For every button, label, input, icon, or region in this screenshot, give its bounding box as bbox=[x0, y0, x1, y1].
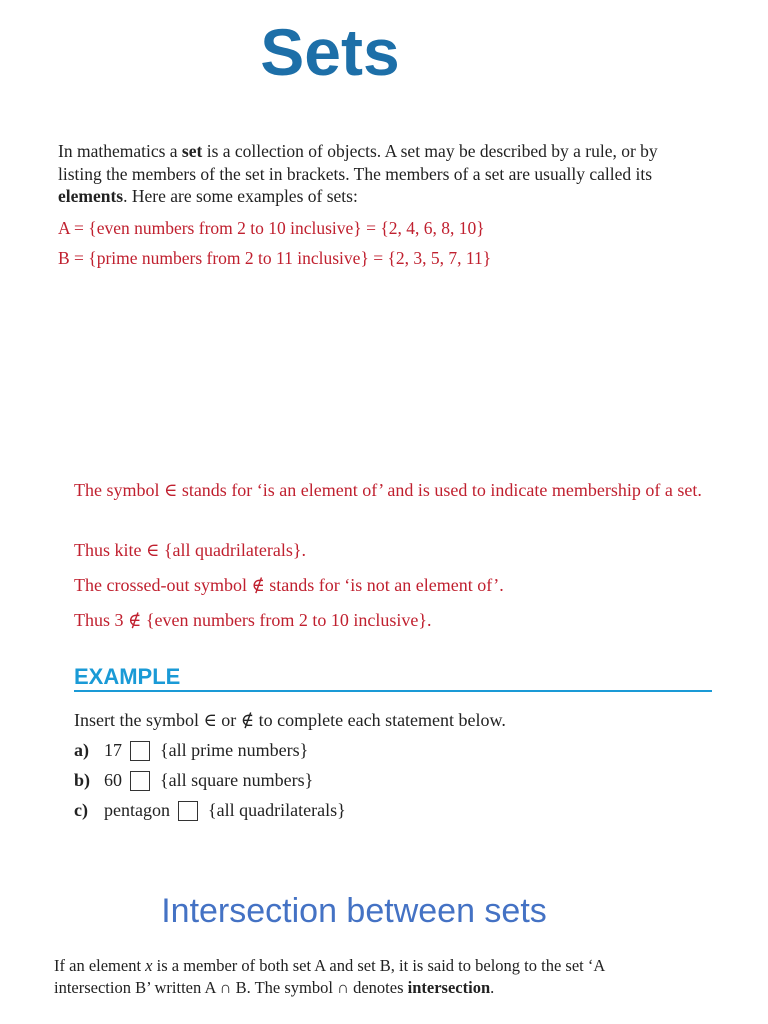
membership-example: Thus kite ∈ {all quadrilaterals}. bbox=[74, 540, 307, 560]
intersection-text: If an element bbox=[54, 956, 146, 975]
item-label: c) bbox=[74, 800, 88, 820]
intro-text: In mathematics a bbox=[58, 141, 182, 161]
example-item-a bbox=[74, 740, 308, 761]
item-left: 60 bbox=[104, 770, 122, 790]
item-right: {all prime numbers} bbox=[160, 740, 309, 760]
example-heading: EXAMPLE bbox=[74, 664, 181, 689]
item-left: pentagon bbox=[104, 800, 170, 820]
set-example-a: A = {even numbers from 2 to 10 inclusive} = {2, 4, 6, 8, 10} bbox=[58, 218, 485, 238]
intersection-paragraph bbox=[54, 955, 674, 999]
example-divider bbox=[74, 690, 712, 692]
example-instruction: Insert the symbol ∈ or ∉ to complete each statement below. bbox=[74, 710, 506, 730]
membership-definition: The symbol ∈ stands for ‘is an element of’ and is used to indicate membership of a set. bbox=[74, 480, 702, 500]
item-label: b) bbox=[74, 770, 91, 790]
item-label: a) bbox=[74, 740, 89, 760]
intro-text: . Here are some examples of sets: bbox=[123, 186, 358, 206]
answer-box[interactable] bbox=[178, 801, 198, 821]
non-membership-definition: The crossed-out symbol ∉ stands for ‘is not an element of’. bbox=[74, 575, 504, 595]
intro-text: is a collection of objects. A set may be described by a rule, or by listing the members of the set in brackets. The members of a set are usually called its bbox=[58, 141, 658, 184]
intro-paragraph bbox=[58, 140, 698, 208]
example-item-b bbox=[74, 770, 313, 791]
item-right: {all quadrilaterals} bbox=[207, 800, 346, 820]
example-item-c bbox=[74, 800, 346, 821]
answer-box[interactable] bbox=[130, 741, 150, 761]
term-set: set bbox=[181, 141, 203, 161]
non-membership-example: Thus 3 ∉ {even numbers from 2 to 10 inclusive}. bbox=[74, 610, 432, 630]
set-example-b: B = {prime numbers from 2 to 11 inclusive} = {2, 3, 5, 7, 11} bbox=[58, 248, 492, 268]
item-right: {all square numbers} bbox=[160, 770, 314, 790]
intersection-heading: Intersection between sets bbox=[161, 892, 547, 930]
page-title: Sets bbox=[260, 15, 400, 89]
term-elements: elements bbox=[58, 186, 124, 206]
term-intersection: intersection bbox=[407, 978, 491, 997]
item-left: 17 bbox=[104, 740, 122, 760]
variable-x: x bbox=[145, 956, 153, 975]
intersection-text: . bbox=[490, 978, 495, 997]
answer-box[interactable] bbox=[130, 771, 150, 791]
intersection-text: is a member of both set A and set B, it is said to belong to the set ‘A intersection B’ written A ∩ B. The symbol ∩ denotes bbox=[54, 956, 605, 997]
